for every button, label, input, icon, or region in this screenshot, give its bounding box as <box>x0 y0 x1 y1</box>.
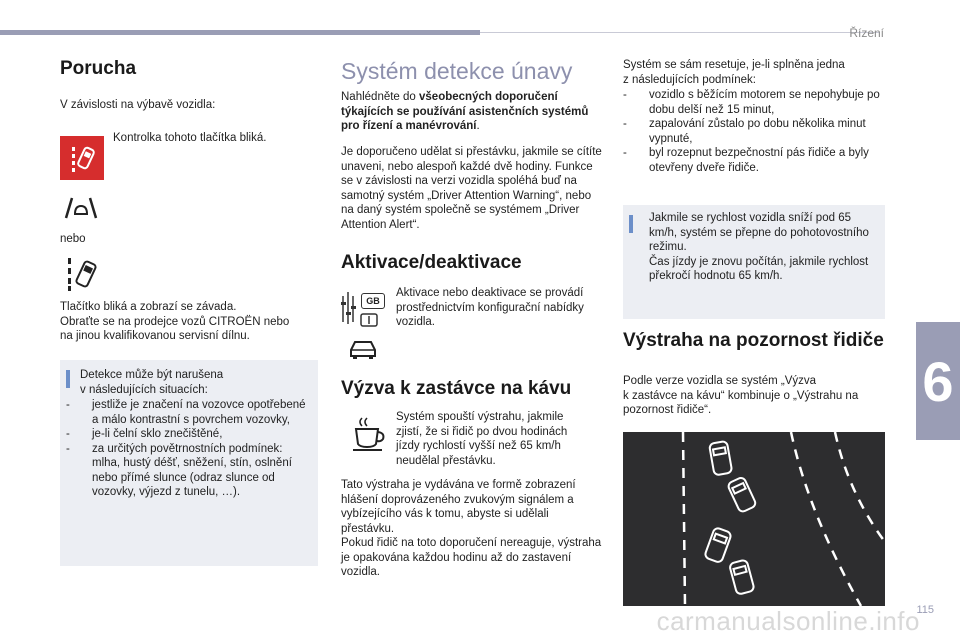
coffee-cup-icon <box>352 416 388 457</box>
list-item: - zapalování zůstalo po dobu několika minut vypnuté, <box>623 117 885 146</box>
section-label: Řízení <box>849 26 884 40</box>
lane-drift-illustration <box>623 432 885 606</box>
settings-menu-icon <box>341 288 387 328</box>
reset-intro: Systém se sám resetuje, je-li splněna jedna z následujících podmínek: <box>623 59 845 86</box>
page-number: 115 <box>916 604 934 616</box>
chapter-tab: 6 <box>916 322 960 440</box>
list-item: - je-li čelní sklo znečištěné, <box>66 427 312 442</box>
driver-attention-icon <box>62 194 100 227</box>
alert-description: Tato výstraha je vydávána ve formě zobrazení hlášení doprovázeného zvukovým signálem a vybízejícího vás k tomu, abyste si udělali přestávku. Pokud řidič na toto doporučení nereaguje, výstraha je opakována každou hodinu až do zastavení vozidla. <box>341 479 602 578</box>
coffee-break-title: Výzva k zastávce na kávu <box>341 378 572 399</box>
fatigue-warning-red-icon <box>60 136 104 180</box>
header-rule <box>480 32 880 33</box>
note-intro: Detekce může být narušena v následujících situacích: <box>80 369 224 396</box>
activation-title: Aktivace/deaktivace <box>341 252 522 273</box>
porucha-title: Porucha <box>60 58 137 79</box>
activation-text: Aktivace nebo deaktivace se provádí prostřednictvím konfigurační nabídky vozidla. <box>396 287 584 328</box>
recommendation-prefix: Nahlédněte do <box>341 91 420 103</box>
vehicle-settings-icon <box>347 338 379 365</box>
reset-conditions-list <box>623 88 885 175</box>
info-bar <box>66 370 70 388</box>
standby-note-box <box>623 205 885 319</box>
fatigue-system-title: Systém detekce únavy <box>341 58 573 84</box>
list-item: - za určitých povětrnostních podmínek: mlha, hustý déšť, sněžení, stín, oslnění nebo přímé slunce (odraz slunce od vozovky, výjezd z tunelu, …). <box>66 442 312 500</box>
standby-note-text: Jakmile se rychlost vozidla sníží pod 65 km/h, systém se přepne do pohotovostního režimu. Čas jízdy je znovu počítán, jakmile rychlost překročí hodnotu 65 km/h. <box>649 212 869 282</box>
recommendation-suffix: . <box>476 120 480 132</box>
attention-alert-text: Podle verze vozidla se systém „Výzva k zastávce na kávu“ kombinuje o „Výstrahu na pozornost řidiče“. <box>623 375 859 416</box>
watermark: carmanualsonline.info <box>656 606 920 636</box>
break-recommendation: Je doporučeno udělat si přestávku, jakmile se cítíte unaveni, nebo alespoň každé dvě hodiny. Funkce se v závislosti na verzi vozidla spoléhá buď na samotný systém „Driver Attention Warning“, nebo na daný systém společně se systémem „Driver Attention Alert“. <box>341 146 602 231</box>
porucha-intro: V závislosti na výbavě vozidla: <box>60 99 216 111</box>
header-bar <box>0 30 480 35</box>
recommendation-paragraph <box>341 90 603 134</box>
note-list <box>66 398 312 500</box>
lane-warning-icon <box>62 256 102 297</box>
list-item: - jestliže je značení na vozovce opotřebené a málo kontrastní s povrchem vozovky, <box>66 398 312 427</box>
recommendation-link: všeobecných doporučení týkajících se používání asistenčních systémů pro řízení a manévrování <box>341 91 589 132</box>
blink-text: Kontrolka tohoto tlačítka bliká. <box>113 132 267 144</box>
list-item: - byl rozepnut bezpečnostní pás řidiče a byly otevřeny dveře řidiče. <box>623 146 885 175</box>
gb-label: GB <box>361 293 385 309</box>
detection-note-box <box>60 360 318 566</box>
coffee-break-text: Systém spouští výstrahu, jakmile zjistí, že si řidič po dvou hodinách jízdy rychlostí vyšší než 65 km/h neudělal přestávku. <box>396 411 568 467</box>
attention-alert-title: Výstraha na pozornost řidiče <box>623 330 884 351</box>
list-item: - vozidlo s běžícím motorem se nepohybuje po dobu delší než 15 minut, <box>623 88 885 117</box>
or-text: nebo <box>60 233 86 245</box>
info-bar <box>629 215 633 233</box>
failure-instructions: Tlačítko bliká a zobrazí se závada. Obraťte se na prodejce vozů CITROËN nebo na jinou kvalifikovanou servisní dílnu. <box>60 301 290 342</box>
